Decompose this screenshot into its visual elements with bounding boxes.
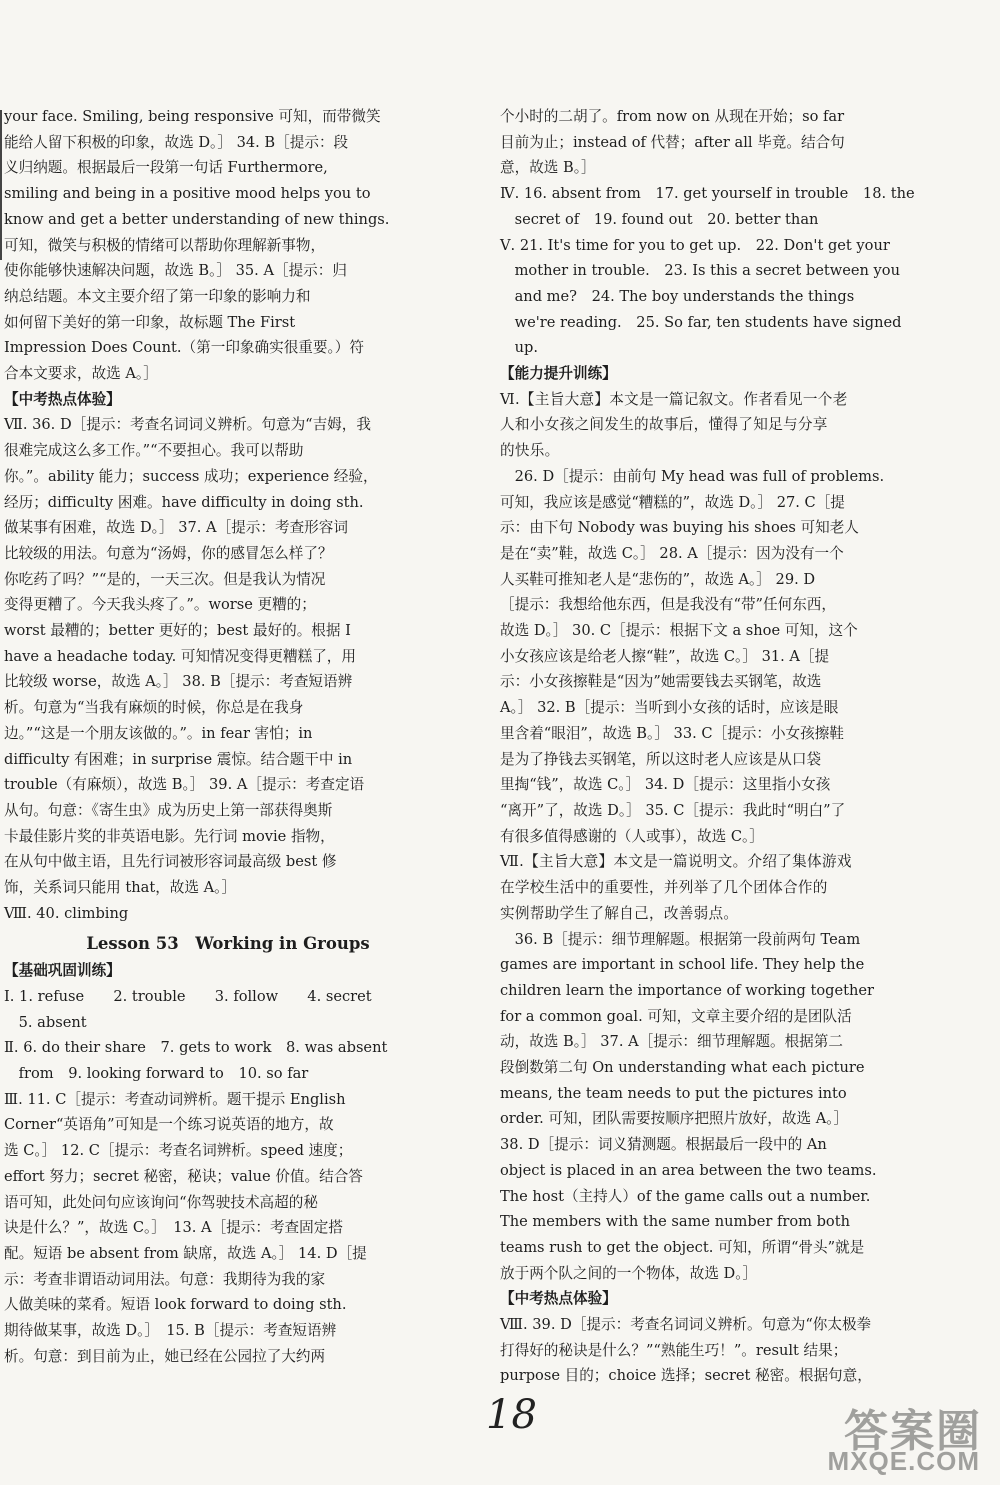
text-line: The members with the same number from both <box>500 1213 850 1231</box>
text-line: 是为了挣钱去买钢笔，所以这时老人应该是从口袋 <box>500 750 822 768</box>
text-line: children learn the importance of working together <box>500 981 874 999</box>
summary-line: Ⅶ.【主旨大意】本文是一篇说明文。介绍了集体游戏 <box>500 853 852 871</box>
right-column <box>500 104 918 1389</box>
text-line: Ⅷ. 40. climbing <box>4 904 129 922</box>
margin-rule <box>0 110 2 260</box>
text-line: order. 可知，团队需要按顺序把照片放好，故选 A。］ <box>500 1110 849 1128</box>
text-line: smiling and being in a positive mood helps you to <box>4 185 371 203</box>
text-line: Ⅲ. 11. C［提示：考查动词辨析。题干提示 English <box>4 1090 346 1108</box>
text-line: 人做美味的菜肴。短语 look forward to doing sth. <box>4 1296 347 1314</box>
text-line: 38. D［提示：词义猜测题。根据最后一段中的 An <box>500 1136 827 1154</box>
text-line: 5. absent <box>4 1013 87 1031</box>
text-line: 配。短语 be absent from 缺席，故选 A。］ 14. D［提 <box>4 1244 367 1262</box>
text-line: 可知，微笑与积极的情绪可以帮助你理解新事物， <box>4 236 326 254</box>
text-line: A。］ 32. B［提示：当听到小女孩的话时，应该是眼 <box>500 699 839 717</box>
text-line: 放于两个队之间的一个物体，故选 D。］ <box>500 1264 758 1282</box>
text-line: secret of 19. found out 20. better than <box>500 210 819 228</box>
text-line: 能给人留下积极的印象，故选 D。］ 34. B［提示：段 <box>4 133 349 151</box>
text-line: up. <box>500 339 538 357</box>
text-line: effort 努力；secret 秘密，秘诀；value 价值。结合答 <box>4 1167 363 1185</box>
text-line: 个小时的二胡了。from now on 从现在开始；so far <box>500 108 845 125</box>
text-line: and me? 24. The boy understands the things <box>500 287 855 305</box>
text-line: 很难完成这么多工作。”“不要担心。我可以帮助 <box>4 442 304 460</box>
text-line: 有很多值得感谢的（人或事），故选 C。］ <box>500 827 764 845</box>
text-line: 里含着“眼泪”，故选 B。］ 33. C［提示：小女孩擦鞋 <box>500 724 844 742</box>
text-line: Corner“英语角”可知是一个练习说英语的地方，故 <box>4 1116 334 1134</box>
left-column <box>4 104 452 1369</box>
text-line: difficulty 有困难；in surprise 震惊。结合题干中 in <box>4 750 353 768</box>
summary-line: 人和小女孩之间发生的故事后，懂得了知足与分享 <box>500 416 828 434</box>
text-line: 比较级的用法。句意为“汤姆，你的感冒怎么样了？ <box>4 544 333 562</box>
text-line: 析。句意：到目前为止，她已经在公园拉了大约两 <box>4 1347 326 1365</box>
text-line: 段倒数第二句 On understanding what each picture <box>500 1059 865 1077</box>
page-number: 18 <box>486 1392 537 1438</box>
text-line: 从句。句意：《寄生虫》成为历史上第一部获得奥斯 <box>4 801 333 819</box>
text-line: trouble（有麻烦），故选 B。］ 39. A［提示：考查定语 <box>4 776 365 794</box>
text-line: 故选 D。］ 30. C［提示：根据下文 a shoe 可知，这个 <box>500 622 858 640</box>
text-line: 期待做某事，故选 D。］ 15. B［提示：考查短语辨 <box>4 1322 337 1340</box>
section-heading: 【中考热点体验】 <box>4 390 121 408</box>
text-line: Ⅴ. 21. It's time for you to get up. 22. Don't get your <box>500 236 890 254</box>
text-line: 变得更糟了。今天我头疼了。”。worse 更糟的； <box>4 596 316 614</box>
text-line: 动，故选 B。］ 37. A［提示：细节理解题。根据第二 <box>500 1033 843 1051</box>
text-line: 纳总结题。本文主要介绍了第一印象的影响力和 <box>4 287 311 305</box>
text-line: Ⅳ. 16. absent from 17. get yourself in trouble 18. the <box>500 185 915 203</box>
text-line: 卡最佳影片奖的非英语电影。先行词 movie 指物， <box>4 827 335 845</box>
text-line: 小女孩应该是给老人擦“鞋”，故选 C。］ 31. A［提 <box>500 647 830 665</box>
text-line: Ⅱ. 6. do their share 7. gets to work 8. was absent <box>4 1039 388 1057</box>
text-line: 打得好的秘诀是什么？”“熟能生巧！”。result 结果； <box>500 1341 848 1359</box>
text-line: 可知，我应该是感觉“糟糕的”，故选 D。］ 27. C［提 <box>500 493 845 511</box>
text-line: your face. Smiling, being responsive 可知，而带微笑 <box>4 108 381 125</box>
text-line: 诀是什么？”，故选 C。］ 13. A［提示：考查固定搭 <box>4 1219 343 1237</box>
text-line: 26. D［提示：由前句 My head was full of problems. <box>500 467 885 485</box>
text-line: 语可知，此处问句应该询问“你驾驶技术高超的秘 <box>4 1193 318 1211</box>
text-line: object is placed in an area between the two teams. <box>500 1161 877 1179</box>
text-line: mother in trouble. 23. Is this a secret between you <box>500 262 900 280</box>
section-heading: 【能力提升训练】 <box>500 365 617 383</box>
text-line: purpose 目的；choice 选择；secret 秘密。根据句意， <box>500 1367 872 1385</box>
summary-line: 的快乐。 <box>500 442 560 460</box>
text-line: The host（主持人）of the game calls out a number. <box>500 1187 871 1205</box>
text-line: 示：小女孩擦鞋是“因为”她需要钱去买钢笔，故选 <box>500 673 822 691</box>
text-line: teams rush to get the object. 可知，所谓“骨头”就是 <box>500 1238 865 1256</box>
watermark-logo <box>808 1395 986 1477</box>
text-line: 是在“卖”鞋，故选 C。］ 28. A［提示：因为没有一个 <box>500 544 844 562</box>
text-line: ［提示：我想给他东西，但是我没有“带”任何东西， <box>500 596 836 614</box>
text-line: 经历；difficulty 困难。have difficulty in doing sth. <box>4 493 364 511</box>
text-line: we're reading. 25. So far, ten students have signed <box>500 313 902 331</box>
text-line: 使你能够快速解决问题，故选 B。］ 35. A［提示：归 <box>4 262 347 280</box>
text-line: 析。句意为“当我有麻烦的时候，你总是在我身 <box>4 699 304 717</box>
text-line: Ⅷ. 39. D［提示：考查名词词义辨析。句意为“你太极拳 <box>500 1316 872 1334</box>
text-line: 你吃药了吗？”“是的，一天三次。但是我认为情况 <box>4 570 326 588</box>
section-heading: 【中考热点体验】 <box>500 1290 617 1308</box>
text-line: know and get a better understanding of new things. <box>4 210 390 228</box>
text-line: 人买鞋可推知老人是“悲伤的”，故选 A。］ 29. D <box>500 570 816 588</box>
text-line: 你。”。ability 能力；success 成功；experience 经验， <box>4 467 378 485</box>
text-line: means, the team needs to put the pictures into <box>500 1084 847 1102</box>
summary-line: Ⅵ.【主旨大意】本文是一篇记叙文。作者看见一个老 <box>500 390 848 408</box>
lesson-title: Lesson 53 Working in Groups <box>86 933 370 953</box>
text-line: 示：由下句 Nobody was buying his shoes 可知老人 <box>500 519 859 537</box>
text-line: 饰，关系词只能用 that，故选 A。］ <box>4 879 237 897</box>
summary-line: 实例帮助学生了解自己，改善弱点。 <box>500 904 739 922</box>
text-line: for a common goal. 可知，文章主要介绍的是团队活 <box>500 1007 852 1025</box>
text-line: 比较级 worse，故选 A。］ 38. B［提示：考查短语辨 <box>4 673 353 691</box>
section-heading: 【基础巩固训练】 <box>4 962 121 980</box>
text-line: Ⅰ. 1. refuse 2. trouble 3. follow 4. secret <box>4 987 372 1005</box>
text-line: 义归纳题。根据最后一段第一句话 Furthermore, <box>4 159 328 177</box>
text-line: 示：考查非谓语动词用法。句意：我期待为我的家 <box>4 1270 326 1288</box>
summary-line: 在学校生活中的重要性，并列举了几个团体合作的 <box>500 879 828 897</box>
watermark-cn: 答案圈 <box>844 1407 982 1456</box>
text-line: “离开”了，故选 D。］ 35. C［提示：我此时“明白”了 <box>500 801 846 819</box>
text-line: 意，故选 B。］ <box>500 159 596 177</box>
text-line: Impression Does Count.（第一印象确实很重要。）符 <box>4 339 364 357</box>
text-line: 边。”“这是一个朋友该做的。”。in fear 害怕；in <box>4 724 313 742</box>
text-line: worst 最糟的；better 更好的；best 最好的。根据 I <box>4 622 351 640</box>
text-line: 在从句中做主语，且先行词被形容词最高级 best 修 <box>4 853 337 871</box>
text-line: games are important in school life. They help the <box>500 956 865 974</box>
text-line: from 9. looking forward to 10. so far <box>4 1065 309 1083</box>
text-line: 选 C。］ 12. C［提示：考查名词辨析。speed 速度； <box>4 1142 353 1160</box>
text-line: 合本文要求，故选 A。］ <box>4 365 158 383</box>
text-line: 目前为止；instead of 代替；after all 毕竟。结合句 <box>500 133 845 151</box>
text-line: 里掏“钱”，故选 C。］ 34. D［提示：这里指小女孩 <box>500 776 831 794</box>
text-line: 做某事有困难，故选 D。］ 37. A［提示：考查形容词 <box>4 519 348 537</box>
text-line: Ⅶ. 36. D［提示：考查名词词义辨析。句意为“吉姆，我 <box>4 416 371 434</box>
watermark-en: MXQE.COM <box>827 1446 980 1476</box>
text-line: 36. B［提示：细节理解题。根据第一段前两句 Team <box>500 930 861 948</box>
text-line: have a headache today. 可知情况变得更糟糕了，用 <box>4 647 356 665</box>
text-line: 如何留下美好的第一印象，故标题 The First <box>4 313 296 331</box>
